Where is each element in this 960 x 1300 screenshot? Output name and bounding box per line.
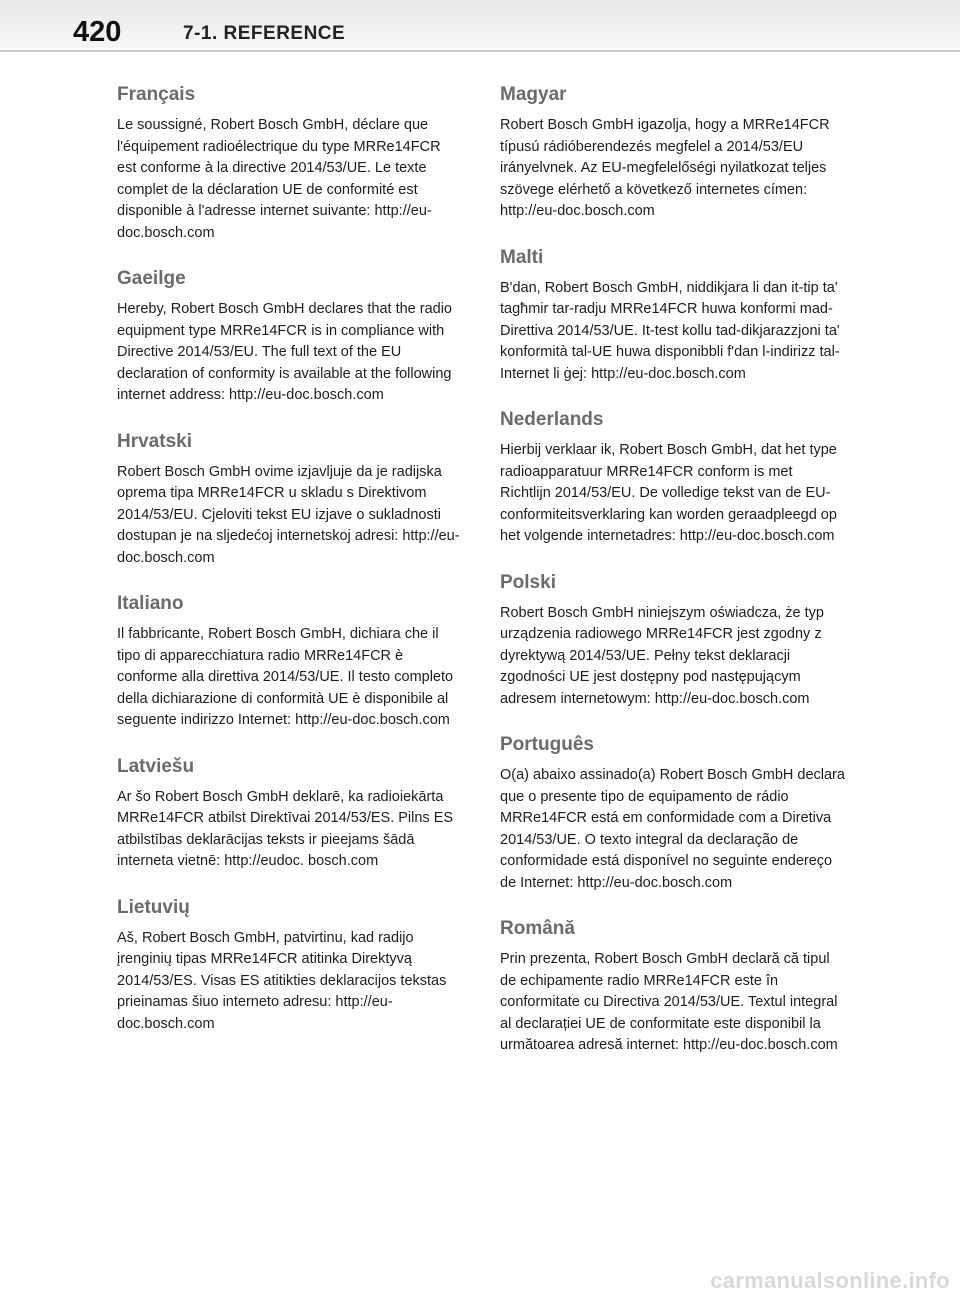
- declaration-text: Le soussigné, Robert Bosch GmbH, déclare que l'équipement radioélectrique du type MRRe14FCR est conforme à la directive 2014/53/UE. Le texte complet de la déclaration UE de conformité est disponible à l'adresse internet suivante: http://eu-doc.bosch.com: [117, 117, 441, 241]
- language-heading: Magyar: [500, 84, 567, 105]
- declaration-lithuanian: [117, 893, 462, 1036]
- header-rule: [0, 50, 960, 52]
- declaration-portuguese: [500, 730, 845, 894]
- declaration-french: [117, 80, 462, 244]
- language-heading: Latviešu: [117, 755, 195, 777]
- right-column: [500, 80, 845, 1077]
- declaration-dutch: [500, 405, 845, 548]
- section-title: 7-1. REFERENCE: [183, 23, 346, 44]
- declaration-hungarian: [500, 80, 845, 223]
- language-heading: Italiano: [117, 593, 184, 614]
- declaration-croatian: [117, 427, 462, 570]
- declaration-text: Robert Bosch GmbH niniejszym oświadcza, że typ urządzenia radiowego MRRe14FCR jest zgodny z dyrektywą 2014/53/UE. Pełny tekst deklaracji zgodności UE jest dostępny pod następującym adresem internetowym: http://eu-doc.bosch.com: [500, 604, 824, 707]
- declaration-text: O(a) abaixo assinado(a) Robert Bosch GmbH declara que o presente tipo de equipamento de rádio MRRe14FCR está em conformidade com a Diretiva 2014/53/UE. O texto integral da declaração de conformidade está disponível no seguinte endereço de Internet: http://eu-doc.bosch.com: [500, 767, 845, 891]
- declaration-polish: [500, 568, 845, 711]
- language-heading: Malti: [500, 246, 544, 268]
- language-heading: Français: [117, 84, 196, 105]
- declaration-text: Il fabbricante, Robert Bosch GmbH, dichiara che il tipo di apparecchiatura radio MRRe14FCR è conforme alla direttiva 2014/53/UE. Il testo completo della dichiarazione di conformità UE è disponibile al seguente indirizzo Internet: http://eu-doc.bosch.com: [117, 626, 454, 728]
- declaration-italian: [117, 589, 462, 732]
- page-number: 420: [73, 16, 122, 48]
- declaration-maltese: [500, 243, 845, 386]
- declaration-text: Prin prezenta, Robert Bosch GmbH declară că tipul de echipamente radio MRRe14FCR este în conformitate cu Directiva 2014/53/UE. Textul integral al declarației UE de conformitate este disponibil la următoarea adresă internet: http://eu-doc.bosch.com: [500, 951, 838, 1053]
- declaration-text: Aš, Robert Bosch GmbH, patvirtinu, kad radijo įrenginių tipas MRRe14FCR atitinka Direktyvą 2014/53/ES. Visas ES atitikties deklaracijos tekstas prieinamas šiuo interneto adresu: http://eu-doc.bosch.com: [117, 929, 447, 1032]
- site-watermark: carmanualsonline.info: [710, 1268, 950, 1293]
- declaration-latvian: [117, 752, 462, 873]
- declaration-text: Hereby, Robert Bosch GmbH declares that the radio equipment type MRRe14FCR is in compliance with Directive 2014/53/EU. The full text of the EU declaration of conformity is available at the following internet address: http://eu-doc.bosch.com: [117, 301, 453, 403]
- language-heading: Română: [500, 918, 575, 939]
- language-heading: Lietuvių: [117, 896, 190, 918]
- language-heading: Hrvatski: [117, 430, 192, 452]
- declaration-romanian: [500, 914, 845, 1057]
- declaration-text: Hierbij verklaar ik, Robert Bosch GmbH, dat het type radioapparatuur MRRe14FCR conform is met Richtlijn 2014/53/EU. De volledige tekst van de EU-conformiteitsverklaring kan worden geraadpleegd op het volgende internetadres: http://eu-doc.bosch.com: [500, 442, 837, 544]
- language-heading: Gaeilge: [117, 268, 186, 289]
- declaration-irish: [117, 264, 462, 407]
- language-heading: Nederlands: [500, 409, 604, 430]
- language-heading: Português: [500, 734, 594, 755]
- declaration-text: B'dan, Robert Bosch GmbH, niddikjara li dan it-tip ta' tagħmir tar-radju MRRe14FCR huwa konformi mad-Direttiva 2014/53/UE. It-test kollu tad-dikjarazzjoni ta' konformità tal-UE huwa disponibbli f'dan l-indirizz tal-Internet li ġej: http://eu-doc.bosch.com: [500, 279, 840, 382]
- declaration-text: Robert Bosch GmbH ovime izjavljuje da je radijska oprema tipa MRRe14FCR u skladu s Direktivom 2014/53/EU. Cjeloviti tekst EU izjave o sukladnosti dostupan je na sljedećoj internetskoj adresi: http://eu-doc.bosch.com: [117, 463, 460, 566]
- declaration-text: Ar šo Robert Bosch GmbH deklarē, ka radioiekārta MRRe14FCR atbilst Direktīvai 2014/53/ES. Pilns ES atbilstības deklarācijas teksts ir pieejams šādā interneta vietnē: http://eudoc. bosch.com: [117, 788, 454, 869]
- page-header: [0, 0, 960, 62]
- left-column: [117, 80, 462, 1055]
- header-bar: [0, 0, 960, 48]
- language-heading: Polski: [500, 571, 556, 593]
- declaration-text: Robert Bosch GmbH igazolja, hogy a MRRe14FCR típusú rádióberendezés megfelel a 2014/53/EU irányelvnek. Az EU-megfelelőségi nyilatkozat teljes szövege elérhető a következő internetes címen: http://eu-doc.bosch.com: [500, 117, 830, 219]
